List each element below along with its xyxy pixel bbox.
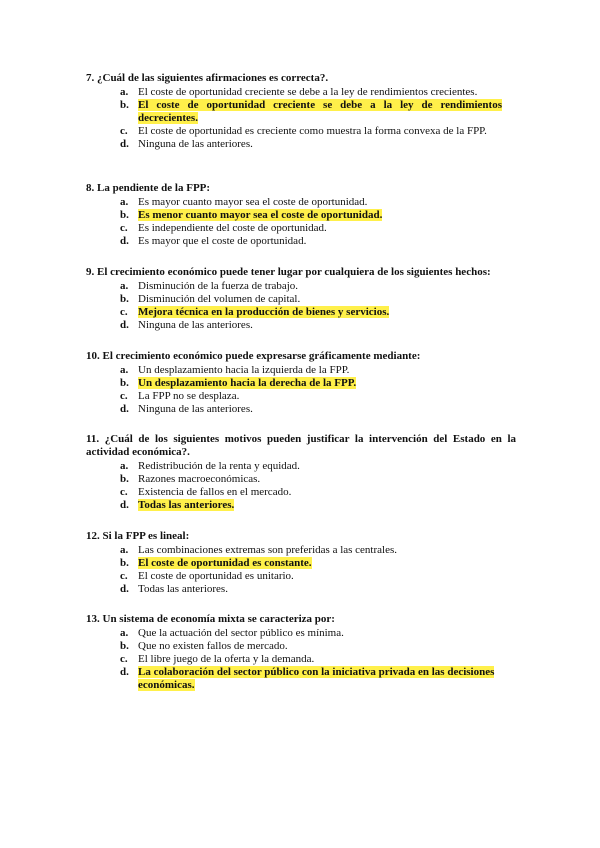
option-c: c. El libre juego de la oferta y la demanda.: [120, 653, 315, 665]
question-title: 10. El crecimiento económico puede expresarse gráficamente mediante:: [86, 350, 421, 362]
question-13: [86, 613, 516, 692]
question-title: 13. Un sistema de economía mixta se caracteriza por:: [86, 613, 335, 625]
option-a: a. Es mayor cuanto mayor sea el coste de oportunidad.: [120, 196, 368, 208]
highlighted-answer: Un desplazamiento hacia la derecha de la FPP.: [138, 377, 357, 389]
question-12: [86, 530, 516, 596]
option-d: d. Todas las anteriores.: [120, 583, 228, 595]
option-a: a. Que la actuación del sector público es mínima.: [120, 627, 344, 639]
option-b: b. Que no existen fallos de mercado.: [120, 640, 288, 652]
highlighted-answer: El coste de oportunidad creciente se debe a la ley de rendimientos decrecientes.: [138, 99, 502, 124]
question-title: 7. ¿Cuál de las siguientes afirmaciones es correcta?.: [86, 72, 329, 84]
highlighted-answer: Mejora técnica en la producción de bienes y servicios.: [138, 306, 390, 318]
question-title: 9. El crecimiento económico puede tener lugar por cualquiera de los siguientes hechos:: [86, 266, 491, 278]
option-c: c. La FPP no se desplaza.: [120, 390, 240, 402]
option-a: a. Redistribución de la renta y equidad.: [120, 460, 300, 472]
option-b-correct: b. El coste de oportunidad creciente se debe a la ley de rendimientos decrecientes.: [120, 99, 502, 124]
option-b-correct: b. Un desplazamiento hacia la derecha de la FPP.: [120, 377, 357, 389]
option-c: c. El coste de oportunidad es unitario.: [120, 570, 294, 582]
option-c: c. El coste de oportunidad es creciente como muestra la forma convexa de la FPP.: [120, 125, 487, 137]
option-a: a. Un desplazamiento hacia la izquierda de la FPP.: [120, 364, 350, 376]
highlighted-answer: Todas las anteriores.: [138, 499, 235, 511]
option-d-correct: d. La colaboración del sector público con la iniciativa privada en las decisiones económicas.: [120, 666, 495, 691]
option-a: a. El coste de oportunidad creciente se debe a la ley de rendimientos crecientes.: [120, 86, 478, 98]
option-c-correct: c. Mejora técnica en la producción de bienes y servicios.: [120, 306, 390, 318]
option-d-correct: d. Todas las anteriores.: [120, 499, 235, 511]
option-b: b. Razones macroeconómicas.: [120, 473, 261, 485]
question-8: [86, 182, 516, 248]
question-9: [86, 266, 516, 332]
option-a: a. Las combinaciones extremas son preferidas a las centrales.: [120, 544, 398, 556]
highlighted-answer: La colaboración del sector público con la iniciativa privada en las decisiones económicas.: [138, 666, 495, 691]
option-d: d. Es mayor que el coste de oportunidad.: [120, 235, 307, 247]
option-c: c. Existencia de fallos en el mercado.: [120, 486, 292, 498]
option-a: a. Disminución de la fuerza de trabajo.: [120, 280, 299, 292]
question-title: 8. La pendiente de la FPP:: [86, 182, 211, 194]
option-d: d. Ninguna de las anteriores.: [120, 319, 253, 331]
option-b: b. Disminución del volumen de capital.: [120, 293, 301, 305]
question-10: [86, 350, 516, 416]
option-d: d. Ninguna de las anteriores.: [120, 403, 253, 415]
option-d: d. Ninguna de las anteriores.: [120, 138, 253, 150]
question-7: [86, 72, 516, 151]
question-11: [86, 433, 516, 512]
question-title: 11. ¿Cuál de los siguientes motivos pueden justificar la intervención del Estado en la actividad económica?.: [86, 433, 516, 458]
option-b-correct: b. Es menor cuanto mayor sea el coste de oportunidad.: [120, 209, 383, 221]
question-title: 12. Si la FPP es lineal:: [86, 530, 190, 542]
highlighted-answer: Es menor cuanto mayor sea el coste de oportunidad.: [138, 209, 383, 221]
option-b-correct: b. El coste de oportunidad es constante.: [120, 557, 312, 569]
option-c: c. Es independiente del coste de oportunidad.: [120, 222, 327, 234]
highlighted-answer: El coste de oportunidad es constante.: [138, 557, 312, 569]
